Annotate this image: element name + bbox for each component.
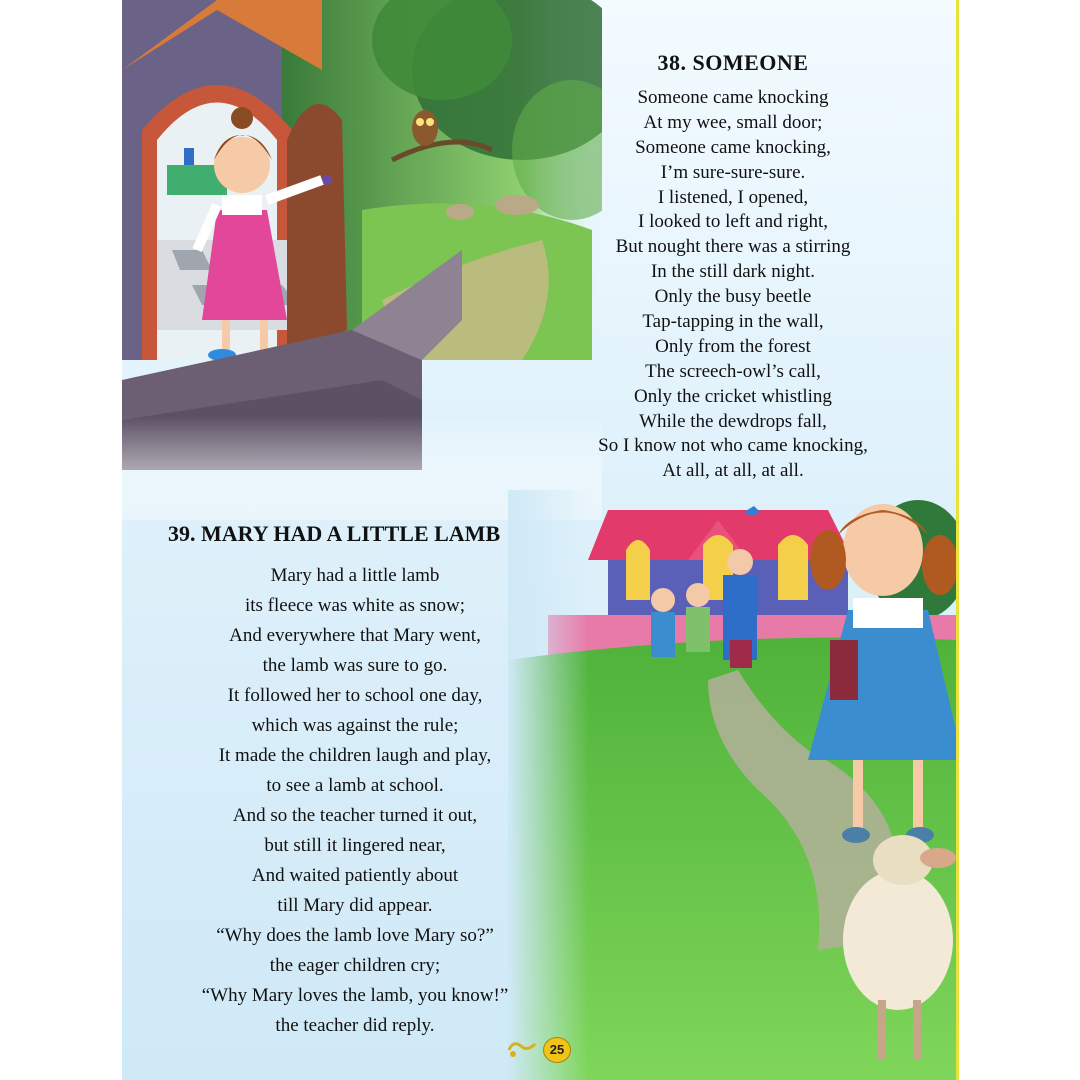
poem-line: till Mary did appear. — [277, 895, 433, 916]
poem-line: the lamb was sure to go. — [262, 655, 448, 676]
poem-line: “Why does the lamb love Mary so?” — [216, 925, 494, 946]
poem-line: the eager children cry; — [269, 955, 441, 976]
poem-line: I looked to left and right, — [638, 211, 828, 233]
poem-line: “Why Mary loves the lamb, you know!” — [201, 985, 509, 1006]
school-girl-and-lamb-illustration — [508, 490, 958, 1080]
poem-line: the teacher did reply. — [275, 1015, 435, 1036]
poem-line: Only from the forest — [655, 335, 811, 357]
poem-line: Someone came knocking, — [635, 136, 831, 158]
page-number: 25 — [543, 1037, 571, 1063]
poem-line: which was against the rule; — [251, 715, 459, 736]
poem-lines — [170, 561, 540, 1041]
poem-line: It followed her to school one day, — [227, 685, 483, 706]
poem-line: At my wee, small door; — [643, 111, 823, 133]
poem-line: I’m sure-sure-sure. — [660, 161, 806, 183]
girl-opening-door-illustration — [122, 0, 602, 520]
poem-title: 38. SOMEONE — [657, 50, 809, 75]
poem-line: While the dewdrops fall, — [639, 410, 827, 432]
poem-lines — [580, 86, 886, 484]
poem-line: its fleece was white as snow; — [244, 595, 466, 616]
poem-line: So I know not who came knocking, — [598, 435, 868, 457]
poem-line: The screech-owl’s call, — [645, 360, 821, 382]
poem-line: Mary had a little lamb — [270, 565, 440, 586]
poem-line: I listened, I opened, — [657, 186, 809, 208]
poem-line: But nought there was a stirring — [615, 236, 851, 258]
poem-someone — [580, 48, 886, 484]
poem-line: but still it lingered near, — [264, 835, 446, 856]
poem-line: Tap-tapping in the wall, — [642, 311, 824, 333]
poem-line: Someone came knocking — [637, 87, 829, 108]
poem-line: to see a lamb at school. — [266, 775, 444, 796]
poem-mary-had-a-little-lamb — [170, 561, 540, 1041]
poem-line: And everywhere that Mary went, — [229, 625, 481, 646]
poem-line: In the still dark night. — [650, 261, 816, 283]
poem-line: And so the teacher turned it out, — [232, 805, 478, 826]
poem-title: 39. MARY HAD A LITTLE LAMB — [168, 521, 501, 546]
poem-line: At all, at all, at all. — [662, 460, 804, 482]
page-edge-divider — [956, 0, 959, 1080]
poem-line: Only the cricket whistling — [634, 385, 832, 407]
poem-line: Only the busy beetle — [654, 286, 812, 308]
poem-line: It made the children laugh and play, — [218, 745, 492, 766]
poem-line: And waited patiently about — [251, 865, 459, 886]
